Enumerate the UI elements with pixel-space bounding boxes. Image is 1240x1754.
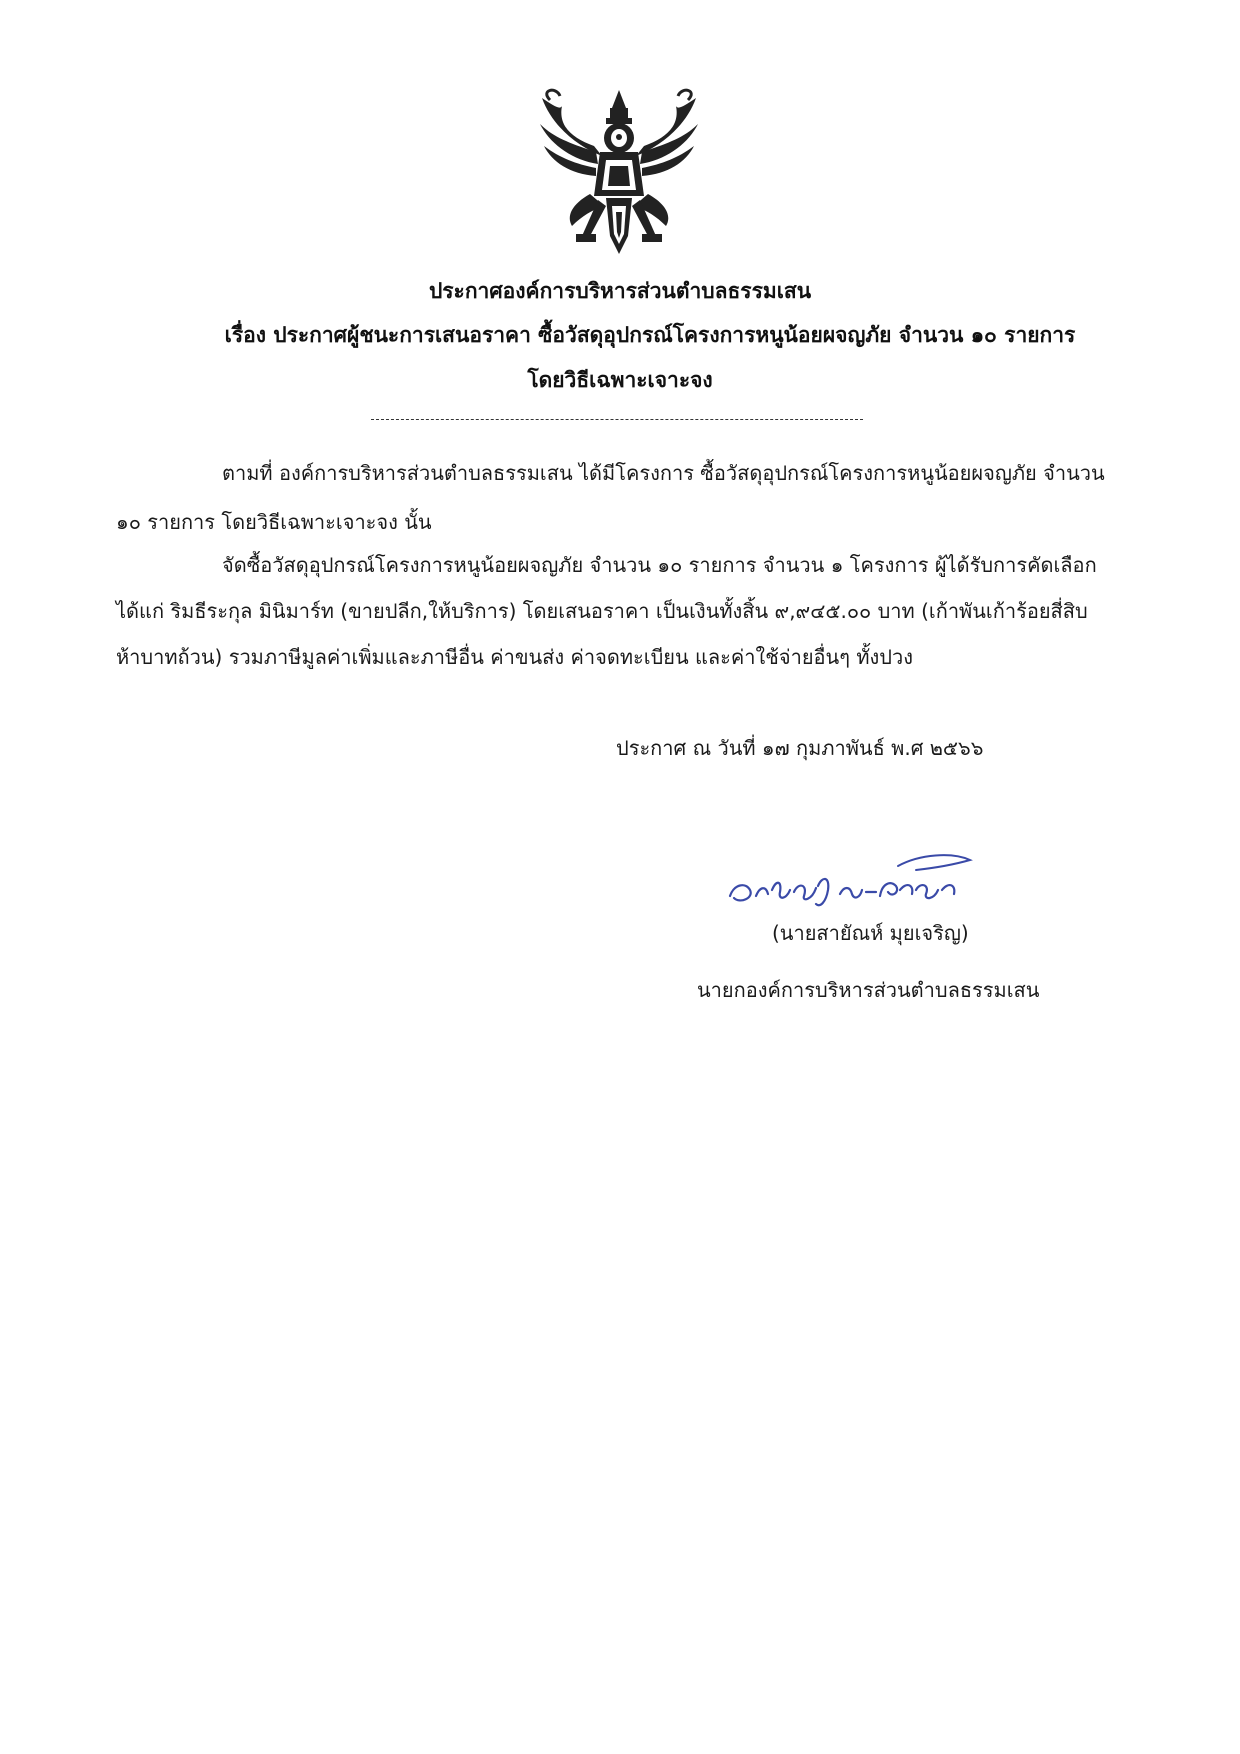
heading-subject: เรื่อง ประกาศผู้ชนะการเสนอราคา ซื้อวัสดุอุปกรณ์โครงการหนูน้อยผจญภัย จำนวน ๑๐ รายการ (224, 323, 1076, 347)
paragraph-2-line-1: จัดซื้อวัสดุอุปกรณ์โครงการหนูน้อยผจญภัย จำนวน ๑๐ รายการ จำนวน ๑ โครงการ ผู้ได้รับการคัดเลือก (222, 553, 1097, 577)
paragraph-2-line-2: ได้แก่ ริมธีระกุล มินิมาร์ท (ขายปลีก,ให้บริการ) โดยเสนอราคา เป็นเงินทั้งสิ้น ๙,๙๔๕.๐๐ บาท (เก้าพันเก้าร้อยสี่สิบ (116, 599, 1088, 623)
section-divider (371, 419, 863, 420)
signer-name: (นายสายัณห์ มุยเจริญ) (772, 921, 969, 945)
paragraph-2-line-3: ห้าบาทถ้วน) รวมภาษีมูลค่าเพิ่มและภาษีอื่น ค่าขนส่ง ค่าจดทะเบียน และค่าใช้จ่ายอื่นๆ ทั้งปวง (116, 645, 913, 669)
announcement-date: ประกาศ ณ วันที่ ๑๗ กุมภาพันธ์ พ.ศ ๒๕๖๖ (616, 736, 984, 760)
heading-organization: ประกาศองค์การบริหารส่วนตำบลธรรมเสน (428, 279, 812, 303)
paragraph-1-line-1: ตามที่ องค์การบริหารส่วนตำบลธรรมเสน ได้มีโครงการ ซื้อวัสดุอุปกรณ์โครงการหนูน้อยผจญภัย จำนวน (222, 461, 1105, 485)
heading-method: โดยวิธีเฉพาะเจาะจง (527, 368, 713, 392)
signer-title: นายกองค์การบริหารส่วนตำบลธรรมเสน (697, 978, 1040, 1002)
paragraph-1-line-2: ๑๐ รายการ โดยวิธีเฉพาะเจาะจง นั้น (116, 510, 432, 534)
garuda-emblem-icon (532, 86, 706, 258)
signature-image (720, 846, 990, 916)
